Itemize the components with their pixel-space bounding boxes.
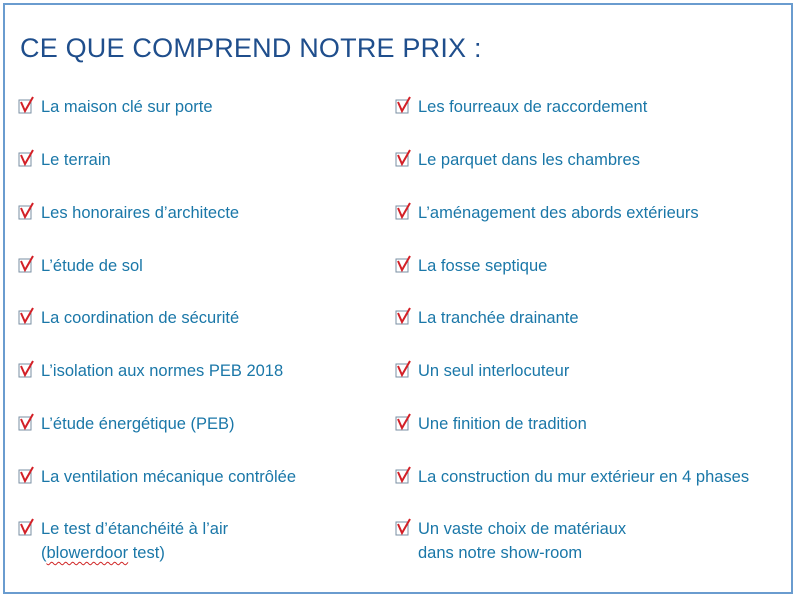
- list-item: [395, 201, 699, 225]
- list-item: [395, 95, 647, 119]
- checkmark-icon: [395, 466, 412, 485]
- list-item: [18, 95, 213, 119]
- item-label: Un vaste choix de matériaux: [418, 520, 627, 538]
- list-item: [395, 465, 749, 489]
- item-label: Les honoraires d’architecte: [41, 204, 240, 222]
- item-label: L’aménagement des abords extérieurs: [418, 204, 699, 222]
- checkmark-icon: [18, 413, 35, 432]
- document-frame: [3, 3, 793, 594]
- item-label: La maison clé sur porte: [41, 98, 213, 116]
- list-item: [18, 148, 111, 172]
- checkmark-icon: [395, 149, 412, 168]
- item-label: Le parquet dans les chambres: [418, 151, 640, 169]
- checkmark-icon: [18, 96, 35, 115]
- list-item: [18, 359, 283, 383]
- checkmark-icon: [18, 149, 35, 168]
- list-item: [18, 306, 239, 330]
- item-label: Un seul interlocuteur: [418, 362, 570, 380]
- page-title: CE QUE COMPREND NOTRE PRIX :: [20, 33, 482, 63]
- list-item: [18, 201, 239, 225]
- checkmark-icon: [395, 96, 412, 115]
- list-item: [395, 517, 626, 565]
- item-label-line2: [41, 544, 165, 562]
- item-label: L’étude énergétique (PEB): [41, 415, 235, 433]
- paren-open: (: [41, 544, 47, 562]
- list-item: [395, 359, 569, 383]
- item-label: La construction du mur extérieur en 4 phases: [418, 468, 750, 486]
- item-label: La ventilation mécanique contrôlée: [41, 468, 297, 486]
- list-item: [395, 306, 579, 330]
- item-text-block: [418, 517, 626, 565]
- spellcheck-word: blowerdoor: [46, 544, 129, 562]
- checkmark-icon: [18, 255, 35, 274]
- list-item: [18, 465, 296, 489]
- item-label: Une finition de tradition: [418, 415, 587, 433]
- checkmark-icon: [18, 202, 35, 221]
- item-label: Le test d’étanchéité à l’air: [41, 520, 229, 538]
- list-item: [18, 412, 235, 436]
- checkmark-icon: [395, 413, 412, 432]
- item-label-line2: dans notre show-room: [418, 544, 583, 562]
- checkmark-icon: [395, 307, 412, 326]
- item-label: L’étude de sol: [41, 257, 143, 275]
- list-item: [395, 148, 640, 172]
- list-item: [395, 254, 547, 278]
- item-label: La tranchée drainante: [418, 309, 579, 327]
- list-item: [395, 412, 587, 436]
- checkmark-icon: [395, 202, 412, 221]
- item-label: La fosse septique: [418, 257, 548, 275]
- list-item: [18, 254, 143, 278]
- item-label: L’isolation aux normes PEB 2018: [41, 362, 284, 380]
- checkmark-icon: [395, 360, 412, 379]
- item-label: La coordination de sécurité: [41, 309, 240, 327]
- line2-suffix: test): [128, 544, 165, 562]
- checkmark-icon: [395, 518, 412, 537]
- list-item: [18, 517, 228, 565]
- item-label: Les fourreaux de raccordement: [418, 98, 648, 116]
- checkmark-icon: [18, 466, 35, 485]
- checkmark-icon: [18, 307, 35, 326]
- checkmark-icon: [395, 255, 412, 274]
- item-label: Le terrain: [41, 151, 111, 169]
- item-text-block: [41, 517, 228, 565]
- checkmark-icon: [18, 360, 35, 379]
- checkmark-icon: [18, 518, 35, 537]
